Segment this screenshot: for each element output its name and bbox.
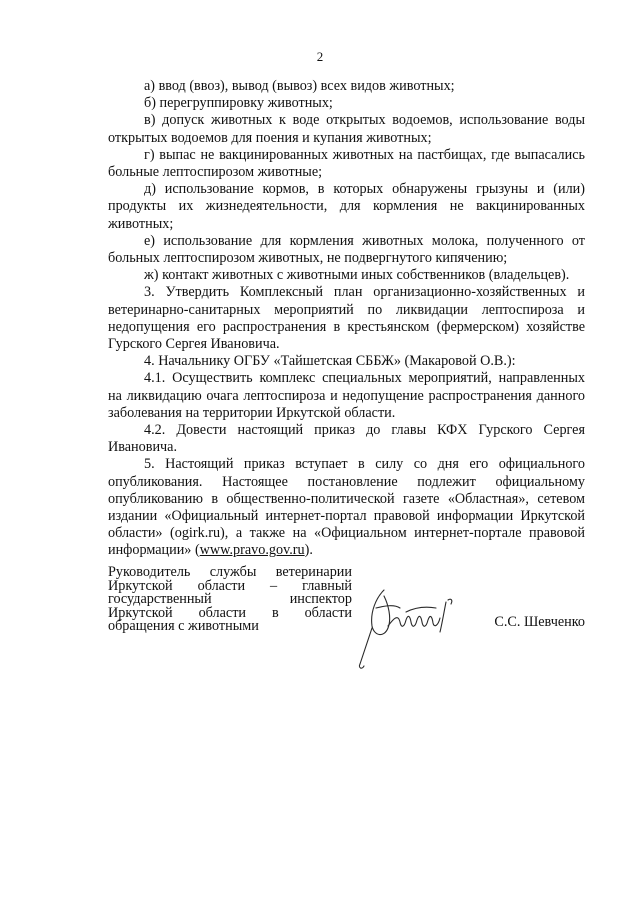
clause-3: 3. Утвердить Комплексный план организационно-хозяйственных и ветеринарно-санитарных мероприятий по ликвидации лептоспироза и недопущения его распространения в крестьянском (фермерском) хозяйстве Гурского Сергея Ивановича. xyxy=(108,284,585,353)
clause-5 xyxy=(108,456,585,559)
item-e: е) использование для кормления животных молока, полученного от больных лептоспирозом животных, не подвергнутого кипячению; xyxy=(108,232,585,267)
signatory-title-line: обращения с животными xyxy=(108,618,259,635)
signature-block xyxy=(108,566,585,676)
signatory-title xyxy=(108,566,352,634)
clause-4-1: 4.1. Осуществить комплекс специальных мероприятий, направленных на ликвидацию очага лептоспироза и недопущение распространения данного заболевания на территории Иркутской области. xyxy=(108,370,585,421)
item-v: в) допуск животных к воде открытых водоемов, использование воды открытых водоемов для поения и купания животных; xyxy=(108,112,585,146)
clause-5-text: 5. Настоящий приказ вступает в силу со дня его официального опубликования. Настоящее постановление подлежит официальному опубликованию в общественно-политической газете «Областная», сетевом издании «Официальный интернет-портал правовой информации Иркутской области» (ogirk.ru), а также на «Официальном интернет-портале правовой информации» ( xyxy=(108,456,585,559)
signatory-title-line: государственный инспектор xyxy=(108,591,352,608)
item-zh: ж) контакт животных с животными иных собственников (владельцев). xyxy=(144,267,570,284)
handwritten-signature xyxy=(354,578,464,673)
pravo-gov-link[interactable]: www.pravo.gov.ru xyxy=(199,542,305,559)
page-number: 2 xyxy=(316,49,324,64)
signatory-title-line: Иркутской области в области xyxy=(108,604,352,621)
item-d: д) использование кормов, в которых обнаружены грызуны и (или) продукты их жизнедеятельности, для кормления не вакцинированных животных; xyxy=(108,181,585,232)
signatory-title-line: Иркутской области – главный xyxy=(108,577,352,594)
signatory-name: С.С. Шевченко xyxy=(494,614,585,630)
item-b: б) перегруппировку животных; xyxy=(144,95,333,112)
signatory-title-line: Руководитель службы ветеринарии xyxy=(108,564,352,580)
clause-5-end: ). xyxy=(304,542,313,559)
clause-4: 4. Начальнику ОГБУ «Тайшетская СББЖ» (Макаровой О.В.): xyxy=(144,353,516,370)
item-a: а) ввод (ввоз), вывод (вывоз) всех видов животных; xyxy=(144,78,455,94)
order-body xyxy=(108,78,585,560)
clause-4-2: 4.2. Довести настоящий приказ до главы КФХ Гурского Сергея Ивановича. xyxy=(108,422,585,456)
item-g: г) выпас не вакцинированных животных на пастбищах, где выпасались больные лептоспирозом животные; xyxy=(108,146,585,181)
